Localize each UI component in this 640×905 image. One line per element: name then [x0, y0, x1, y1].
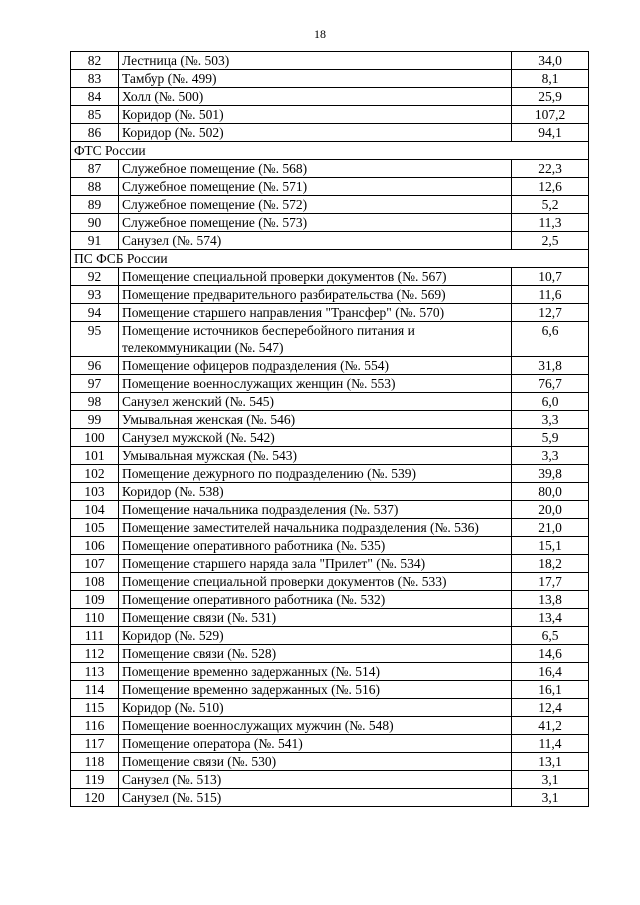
table-row	[71, 717, 589, 735]
section-row	[71, 142, 589, 160]
room-area: 6,6	[512, 322, 589, 357]
room-area: 5,2	[512, 196, 589, 214]
room-name: Служебное помещение (№. 573)	[119, 214, 512, 232]
room-area: 22,3	[512, 160, 589, 178]
room-area: 31,8	[512, 357, 589, 375]
room-area: 20,0	[512, 501, 589, 519]
room-area: 34,0	[512, 52, 589, 70]
room-area: 3,1	[512, 789, 589, 807]
room-area: 6,0	[512, 393, 589, 411]
room-name: Помещение заместителей начальника подразделения (№. 536)	[119, 519, 512, 537]
section-row	[71, 250, 589, 268]
row-number: 83	[71, 70, 119, 88]
table-row	[71, 627, 589, 645]
room-area: 3,3	[512, 447, 589, 465]
table-row	[71, 789, 589, 807]
table-row	[71, 286, 589, 304]
row-number: 91	[71, 232, 119, 250]
room-area: 3,3	[512, 411, 589, 429]
row-number: 86	[71, 124, 119, 142]
room-area: 11,4	[512, 735, 589, 753]
room-area: 11,6	[512, 286, 589, 304]
table-row	[71, 609, 589, 627]
table-row	[71, 429, 589, 447]
row-number: 109	[71, 591, 119, 609]
row-number: 114	[71, 681, 119, 699]
table-row	[71, 753, 589, 771]
room-name: Помещение офицеров подразделения (№. 554)	[119, 357, 512, 375]
room-name: Помещение специальной проверки документов (№. 567)	[119, 268, 512, 286]
room-area: 76,7	[512, 375, 589, 393]
room-area: 21,0	[512, 519, 589, 537]
room-area: 14,6	[512, 645, 589, 663]
table-row	[71, 88, 589, 106]
table-row	[71, 196, 589, 214]
table-row	[71, 52, 589, 70]
room-name: Помещение оперативного работника (№. 535)	[119, 537, 512, 555]
row-number: 105	[71, 519, 119, 537]
row-number: 103	[71, 483, 119, 501]
room-name: Помещение военнослужащих мужчин (№. 548)	[119, 717, 512, 735]
table-row	[71, 699, 589, 717]
room-area: 12,7	[512, 304, 589, 322]
table-row	[71, 465, 589, 483]
table-row	[71, 645, 589, 663]
row-number: 113	[71, 663, 119, 681]
room-name: Санузел (№. 513)	[119, 771, 512, 789]
room-name: Помещение специальной проверки документов (№. 533)	[119, 573, 512, 591]
table-row	[71, 501, 589, 519]
room-name: Умывальная мужская (№. 543)	[119, 447, 512, 465]
table-row	[71, 681, 589, 699]
room-area: 94,1	[512, 124, 589, 142]
room-name: Санузел (№. 574)	[119, 232, 512, 250]
table-row	[71, 573, 589, 591]
room-area: 10,7	[512, 268, 589, 286]
table-row	[71, 124, 589, 142]
row-number: 117	[71, 735, 119, 753]
row-number: 104	[71, 501, 119, 519]
room-area: 25,9	[512, 88, 589, 106]
room-name: Коридор (№. 538)	[119, 483, 512, 501]
table-row	[71, 322, 589, 357]
room-name: Помещение старшего направления "Трансфер" (№. 570)	[119, 304, 512, 322]
table-row	[71, 160, 589, 178]
table-row	[71, 735, 589, 753]
room-name: Служебное помещение (№. 571)	[119, 178, 512, 196]
table-row	[71, 537, 589, 555]
table-row	[71, 519, 589, 537]
room-area: 17,7	[512, 573, 589, 591]
room-name: Санузел мужской (№. 542)	[119, 429, 512, 447]
room-area: 15,1	[512, 537, 589, 555]
room-name: Коридор (№. 501)	[119, 106, 512, 124]
room-area: 107,2	[512, 106, 589, 124]
room-name: Коридор (№. 502)	[119, 124, 512, 142]
row-number: 82	[71, 52, 119, 70]
row-number: 85	[71, 106, 119, 124]
room-name: Помещение начальника подразделения (№. 537)	[119, 501, 512, 519]
room-name: Помещение предварительного разбирательства (№. 569)	[119, 286, 512, 304]
row-number: 97	[71, 375, 119, 393]
page-number: 18	[314, 27, 326, 41]
room-area: 13,4	[512, 609, 589, 627]
room-area: 11,3	[512, 214, 589, 232]
room-name: Санузел (№. 515)	[119, 789, 512, 807]
room-name: Коридор (№. 510)	[119, 699, 512, 717]
room-name: Помещение оперативного работника (№. 532)	[119, 591, 512, 609]
row-number: 92	[71, 268, 119, 286]
table-row	[71, 393, 589, 411]
room-area: 41,2	[512, 717, 589, 735]
row-number: 98	[71, 393, 119, 411]
row-number: 112	[71, 645, 119, 663]
room-area: 3,1	[512, 771, 589, 789]
room-area: 12,6	[512, 178, 589, 196]
room-name: Помещение связи (№. 530)	[119, 753, 512, 771]
table-row	[71, 178, 589, 196]
table-row	[71, 70, 589, 88]
table-row	[71, 304, 589, 322]
section-title: ФТС России	[71, 142, 589, 160]
room-name: Помещение источников бесперебойного питания и телекоммуникации (№. 547)	[119, 322, 512, 357]
row-number: 94	[71, 304, 119, 322]
room-name: Лестница (№. 503)	[119, 52, 512, 70]
row-number: 99	[71, 411, 119, 429]
row-number: 88	[71, 178, 119, 196]
table-row	[71, 232, 589, 250]
table-row	[71, 375, 589, 393]
room-area: 39,8	[512, 465, 589, 483]
row-number: 100	[71, 429, 119, 447]
table-row	[71, 214, 589, 232]
room-name: Служебное помещение (№. 568)	[119, 160, 512, 178]
row-number: 118	[71, 753, 119, 771]
room-name: Умывальная женская (№. 546)	[119, 411, 512, 429]
table-row	[71, 268, 589, 286]
row-number: 110	[71, 609, 119, 627]
table-row	[71, 483, 589, 501]
room-name: Помещение оператора (№. 541)	[119, 735, 512, 753]
row-number: 93	[71, 286, 119, 304]
room-area: 8,1	[512, 70, 589, 88]
room-area: 80,0	[512, 483, 589, 501]
table-row	[71, 591, 589, 609]
row-number: 119	[71, 771, 119, 789]
table-row	[71, 555, 589, 573]
row-number: 89	[71, 196, 119, 214]
section-title: ПС ФСБ России	[71, 250, 589, 268]
row-number: 90	[71, 214, 119, 232]
table-row	[71, 771, 589, 789]
room-name: Помещение дежурного по подразделению (№. 539)	[119, 465, 512, 483]
room-area: 16,4	[512, 663, 589, 681]
room-name: Помещение военнослужащих женщин (№. 553)	[119, 375, 512, 393]
row-number: 84	[71, 88, 119, 106]
row-number: 106	[71, 537, 119, 555]
row-number: 95	[71, 322, 119, 357]
row-number: 120	[71, 789, 119, 807]
rooms-table-body	[71, 52, 589, 807]
row-number: 102	[71, 465, 119, 483]
room-area: 16,1	[512, 681, 589, 699]
room-name: Санузел женский (№. 545)	[119, 393, 512, 411]
room-name: Помещение временно задержанных (№. 514)	[119, 663, 512, 681]
room-area: 5,9	[512, 429, 589, 447]
table-row	[71, 411, 589, 429]
room-name: Тамбур (№. 499)	[119, 70, 512, 88]
room-area: 6,5	[512, 627, 589, 645]
row-number: 116	[71, 717, 119, 735]
row-number: 108	[71, 573, 119, 591]
room-name: Коридор (№. 529)	[119, 627, 512, 645]
row-number: 115	[71, 699, 119, 717]
room-name: Помещение временно задержанных (№. 516)	[119, 681, 512, 699]
room-name: Помещение старшего наряда зала "Прилет" (№. 534)	[119, 555, 512, 573]
room-area: 18,2	[512, 555, 589, 573]
table-row	[71, 357, 589, 375]
room-name: Служебное помещение (№. 572)	[119, 196, 512, 214]
room-name: Помещение связи (№. 528)	[119, 645, 512, 663]
row-number: 111	[71, 627, 119, 645]
row-number: 87	[71, 160, 119, 178]
row-number: 107	[71, 555, 119, 573]
room-area: 2,5	[512, 232, 589, 250]
table-row	[71, 663, 589, 681]
room-name: Помещение связи (№. 531)	[119, 609, 512, 627]
row-number: 96	[71, 357, 119, 375]
room-name: Холл (№. 500)	[119, 88, 512, 106]
room-area: 13,1	[512, 753, 589, 771]
table-row	[71, 447, 589, 465]
row-number: 101	[71, 447, 119, 465]
table-row	[71, 106, 589, 124]
room-area: 12,4	[512, 699, 589, 717]
rooms-table	[70, 51, 589, 807]
room-area: 13,8	[512, 591, 589, 609]
